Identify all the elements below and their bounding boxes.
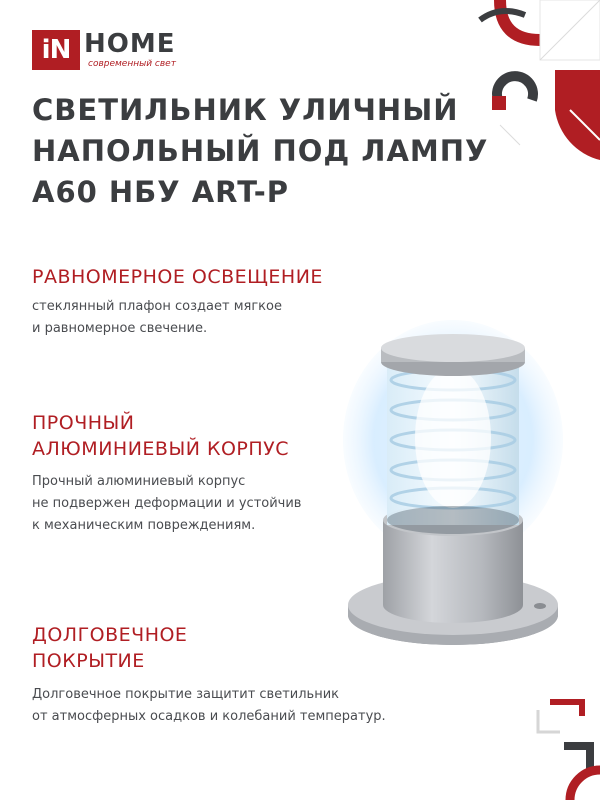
feature-text-aluminium-body	[32, 471, 301, 537]
feature-text-durable-coating	[32, 684, 386, 728]
logo-wordmark: HOME	[84, 29, 176, 59]
text-line: Долговечное покрытие защитит светильник	[32, 687, 339, 702]
feature-heading-uniform-light	[32, 264, 323, 290]
text-line: и равномерное свечение.	[32, 321, 208, 336]
heading-line: ПРОЧНЫЙ	[32, 412, 135, 434]
title-line: СВЕТИЛЬНИК УЛИЧНЫЙ	[32, 93, 459, 127]
logo-tagline: современный свет	[88, 59, 176, 69]
text-line: от атмосферных осадков и колебаний температур.	[32, 709, 386, 724]
heading-line: ПОКРЫТИЕ	[32, 650, 145, 672]
product-title	[32, 90, 552, 213]
title-line: НАПОЛЬНЫЙ ПОД ЛАМПУ	[32, 134, 489, 168]
text-line: не подвержен деформации и устойчив	[32, 496, 302, 511]
heading-line: ДОЛГОВЕЧНОЕ	[32, 624, 188, 646]
text-line: стеклянный плафон создает мягкое	[32, 299, 282, 314]
feature-text-uniform-light	[32, 296, 282, 340]
logo-mark: iN	[32, 30, 80, 70]
title-line: А60 НБУ ART-P	[32, 175, 290, 209]
feature-heading-durable-coating	[32, 622, 187, 674]
heading-line: РАВНОМЕРНОЕ ОСВЕЩЕНИЕ	[32, 266, 323, 288]
decorative-shapes-bottom	[520, 690, 600, 800]
text-line: к механическим повреждениям.	[32, 518, 256, 533]
lamp-product-image	[335, 320, 575, 660]
feature-heading-aluminium-body	[32, 410, 289, 462]
heading-line: АЛЮМИНИЕВЫЙ КОРПУС	[32, 438, 289, 460]
text-line: Прочный алюминиевый корпус	[32, 474, 246, 489]
brand-logo	[32, 30, 192, 72]
